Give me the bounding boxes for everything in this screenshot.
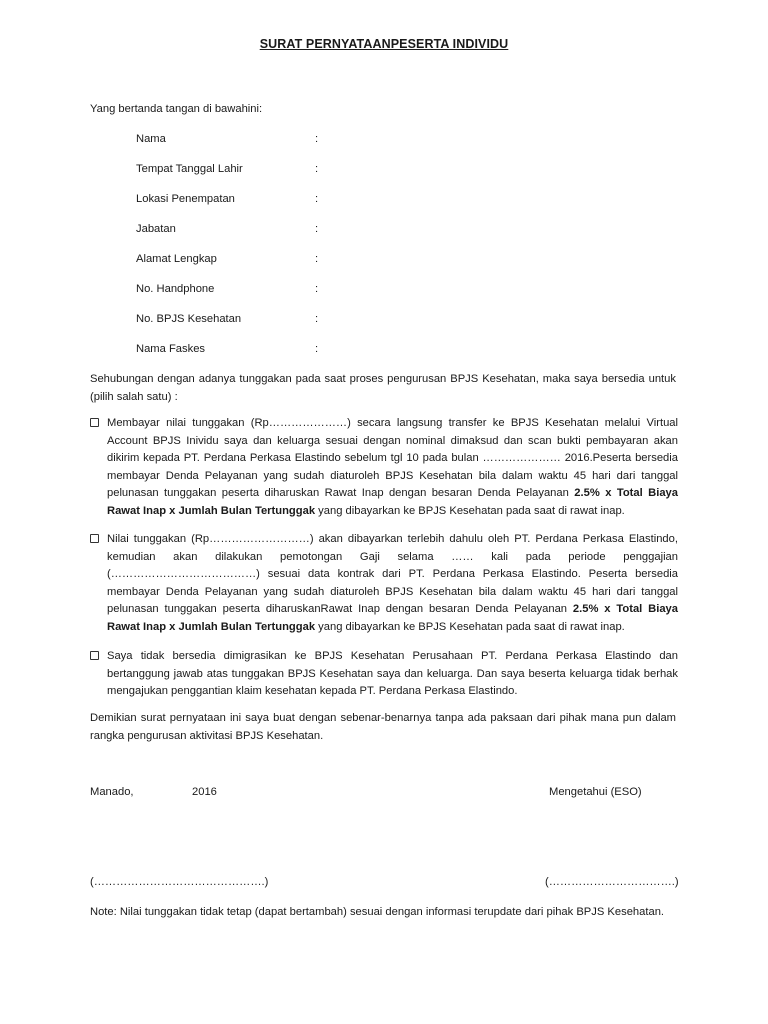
field-colon: : [315,253,319,265]
acknowledged-text: Mengetahui (ESO) [549,786,642,798]
field-label-nama: Nama [136,133,166,145]
option-salary-deduction[interactable] [90,531,678,637]
statement-paragraph: Sehubungan dengan adanya tunggakan pada saat proses pengurusan BPJS Kesehatan, maka saya bersedia untuk (pilih salah satu) : [90,373,676,403]
field-label-lokasi-penempatan: Lokasi Penempatan [136,193,235,205]
field-colon: : [315,343,319,355]
field-label-tempat-tanggal-lahir: Tempat Tanggal Lahir [136,163,243,175]
option-text: Membayar nilai tunggakan (Rp…………………) secara langsung transfer ke BPJS Kesehatan melalui Virtual Account BPJS Inividu saya dan keluarga sesuai dengan nominal dimaksud dan scan bukti pembayaran akan dikirim kepada PT. Perdana Perkasa Elastindo sebelum tgl 10 pada bulan ………………… 2016.Peserta bersedia membayar Denda Pelayanan yang sudah diaturoleh BPJS Kesehatan bila dalam waktu 45 hari dari tanggal pelunasan tunggakan peserta diharuskan Rawat Inap dengan besaran Denda Pelayanan 2.5% x Total Biaya Rawat Inap x Jumlah Bulan Tertunggak yang dibayarkan ke BPJS Kesehatan pada saat di rawat inap. [107,417,679,517]
year-text: 2016 [192,786,217,798]
field-colon: : [315,283,319,295]
option-decline-migration[interactable] [90,648,678,701]
field-colon: : [315,193,319,205]
option-bold-text: 2.5% x Total Biaya Rawat Inap x Jumlah Bulan Tertunggak [107,487,679,517]
field-label-nama-faskes: Nama Faskes [136,343,206,355]
intro-text: Yang bertanda tangan di bawahini: [90,103,263,115]
checkbox-icon[interactable] [90,651,99,660]
option-bold-text: 2.5% x Total Biaya Rawat Inap x Jumlah Bulan Tertunggak [107,603,678,633]
field-colon: : [315,223,319,235]
option-text: Nilai tunggakan (Rp………………………) akan dibayarkan terlebih dahulu oleh PT. Perdana Perkasa Elastindo, kemudian akan dilakukan pemotongan Gaji selama …… kali pada periode penggajian (…………………………………) sesuai data kontrak dari PT. Perdana Perkasa Elastindo. Peserta bersedia membayar Denda Pelayanan yang sudah diaturoleh BPJS Kesehatan bila dalam waktu 45 hari dari tanggal pelunasan tunggakan peserta diharuskanRawat Inap dengan besaran Denda Pelayanan 2.5% x Total Biaya Rawat Inap x Jumlah Bulan Tertunggak yang dibayarkan ke BPJS Kesehatan pada saat di rawat inap. [107,533,678,633]
field-label-jabatan: Jabatan [136,223,176,235]
checkbox-icon[interactable] [90,418,99,427]
option-text: Saya tidak bersedia dimigrasikan ke BPJS Kesehatan Perusahaan PT. Perdana Perkasa Elastindo dan bertanggung jawab atas tunggakan BPJS Kesehatan saya dan keluarga. Dan saya beserta keluarga tidak berhak mengajukan penggantian klaim kesehatan kepada PT. Perdana Perkasa Elastindo. [107,650,678,698]
field-colon: : [315,133,319,145]
checkbox-icon[interactable] [90,534,99,543]
field-label-no-bpjs: No. BPJS Kesehatan [136,313,242,325]
field-label-no-handphone: No. Handphone [136,283,215,295]
signature-line-right: (…………………………….) [545,876,679,888]
closing-paragraph: Demikian surat pernyataan ini saya buat dengan sebenar-benarnya tanpa ada paksaan dari pihak mana pun dalam rangka pengurusan aktivitasi BPJS Kesehatan. [90,712,676,742]
field-colon: : [315,313,319,325]
option-pay-directly[interactable] [90,415,678,521]
document-title: SURAT PERNYATAANPESERTA INDIVIDU [259,37,509,51]
signature-line-left: (……………………………………….) [90,876,269,888]
field-label-alamat-lengkap: Alamat Lengkap [136,253,217,265]
field-colon: : [315,163,319,175]
place-text: Manado, [90,786,134,798]
note-text: Note: Nilai tunggakan tidak tetap (dapat bertambah) sesuai dengan informasi terupdate dari pihak BPJS Kesehatan. [90,906,665,918]
